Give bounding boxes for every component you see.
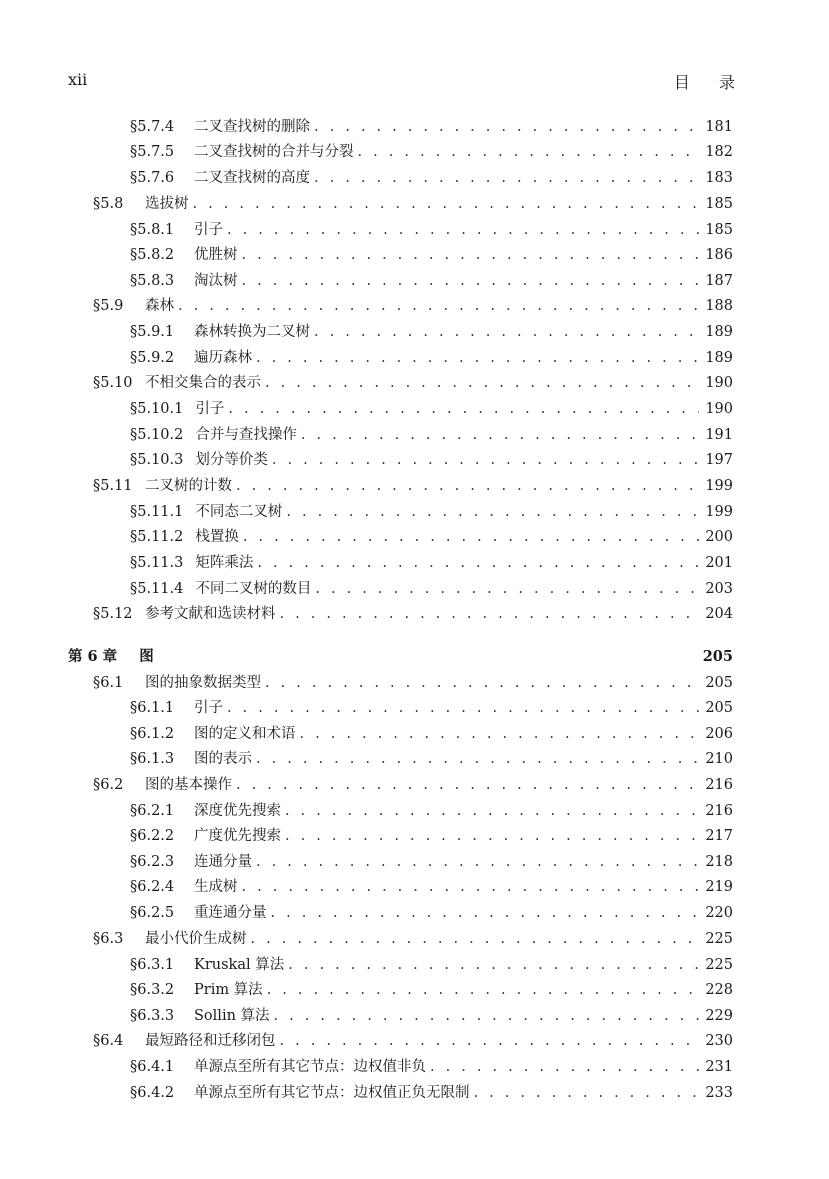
dot-leader <box>251 928 700 950</box>
entry-title: 二叉查找树的删除 <box>194 119 310 135</box>
entry-title: 二叉查找树的高度 <box>194 170 310 186</box>
dot-leader <box>267 979 699 1001</box>
section-entry[interactable] <box>93 1030 733 1052</box>
dot-leader <box>242 270 700 292</box>
running-title: 目 录 <box>673 73 747 92</box>
entry-number: §6.2.3 <box>130 854 175 870</box>
entry-title: 单源点至所有其它节点：边权值正负无限制 <box>194 1085 470 1101</box>
subsection-entry[interactable] <box>130 578 733 600</box>
dot-leader <box>265 372 699 394</box>
subsection-entry[interactable] <box>130 825 733 847</box>
entry-page-number: 204 <box>705 606 733 622</box>
subsection-entry[interactable] <box>130 244 733 266</box>
dot-leader <box>300 723 700 745</box>
dot-leader <box>236 774 699 796</box>
subsection-entry[interactable] <box>130 321 733 343</box>
dot-leader <box>286 501 699 523</box>
entry-title: 最小代价生成树 <box>145 931 247 947</box>
subsection-entry[interactable] <box>130 876 733 898</box>
entry-title: 参考文献和选读材料 <box>145 606 276 622</box>
entry-title: 图的定义和术语 <box>194 726 296 742</box>
dot-leader <box>243 526 699 548</box>
entry-title: 引子 <box>195 401 225 417</box>
section-entry[interactable] <box>93 603 733 625</box>
entry-title: 选拔树 <box>145 196 189 212</box>
entry-number: §5.7.6 <box>130 170 175 186</box>
entry-title: 森林转换为二叉树 <box>194 324 310 340</box>
entry-title: 二叉树的计数 <box>145 478 232 494</box>
dot-leader <box>301 424 699 446</box>
subsection-entry[interactable] <box>130 1005 733 1027</box>
entry-page-number: 218 <box>705 854 733 870</box>
entry-number: §6.2.4 <box>130 879 175 895</box>
entry-number: §5.10 <box>93 375 133 391</box>
entry-page-number: 203 <box>705 581 733 597</box>
dot-leader <box>315 578 699 600</box>
entry-page-number: 225 <box>705 957 733 973</box>
entry-page-number: 181 <box>705 119 733 135</box>
entry-number: §5.10.2 <box>130 427 184 443</box>
entry-page-number: 225 <box>705 931 733 947</box>
entry-page-number: 205 <box>705 700 733 716</box>
entry-title: 合并与查找操作 <box>195 427 297 443</box>
subsection-entry[interactable] <box>130 851 733 873</box>
entry-title: 单源点至所有其它节点：边权值非负 <box>194 1059 426 1075</box>
entry-number: §5.7.4 <box>130 119 175 135</box>
dot-leader <box>242 244 700 266</box>
entry-number: §5.9.2 <box>130 350 175 366</box>
entry-page-number: 216 <box>705 777 733 793</box>
dot-leader <box>228 398 699 420</box>
entry-page-number: 210 <box>705 751 733 767</box>
dot-leader <box>285 800 699 822</box>
entry-page-number: 190 <box>705 401 733 417</box>
entry-page-number: 183 <box>705 170 733 186</box>
entry-page-number: 188 <box>705 298 733 314</box>
entry-number: §6.4 <box>93 1033 124 1049</box>
entry-title: 引子 <box>194 222 223 238</box>
entry-page-number: 233 <box>705 1085 733 1101</box>
entry-number: §6.2.5 <box>130 905 175 921</box>
dot-leader <box>280 603 700 625</box>
entry-title: 栈置换 <box>195 529 239 545</box>
entry-number: §6.4.1 <box>130 1059 175 1075</box>
subsection-entry[interactable] <box>130 902 733 924</box>
entry-page-number: 228 <box>705 982 733 998</box>
dot-leader <box>257 552 699 574</box>
section-entry[interactable] <box>93 475 733 497</box>
dot-leader <box>474 1082 700 1104</box>
entry-page-number: 205 <box>705 675 733 691</box>
subsection-entry[interactable] <box>130 501 733 523</box>
entry-title: 生成树 <box>194 879 238 895</box>
dot-leader <box>274 1005 699 1027</box>
entry-page-number: 205 <box>702 648 733 665</box>
dot-leader <box>272 449 699 471</box>
entry-title: 最短路径和迁移闭包 <box>145 1033 276 1049</box>
subsection-entry[interactable] <box>130 141 733 163</box>
subsection-entry[interactable] <box>130 398 733 420</box>
entry-title: 图的基本操作 <box>145 777 232 793</box>
entry-page-number: 190 <box>705 375 733 391</box>
subsection-entry[interactable] <box>130 748 733 770</box>
dot-leader <box>271 902 700 924</box>
entry-number: §5.8.1 <box>130 222 175 238</box>
subsection-entry[interactable] <box>130 954 733 976</box>
dot-leader <box>256 347 699 369</box>
dot-leader <box>314 321 699 343</box>
entry-number: §5.10.3 <box>130 452 184 468</box>
entry-title: 重连通分量 <box>194 905 267 921</box>
entry-page-number: 219 <box>705 879 733 895</box>
dot-leader <box>358 141 700 163</box>
entry-page-number: 189 <box>705 324 733 340</box>
entry-number: §5.8 <box>93 196 124 212</box>
dot-leader <box>288 954 699 976</box>
entry-number: §5.10.1 <box>130 401 184 417</box>
entry-page-number: 201 <box>705 555 733 571</box>
entry-number: §6.2 <box>93 777 124 793</box>
entry-page-number: 185 <box>705 196 733 212</box>
entry-number: §6.3.1 <box>130 957 175 973</box>
entry-title: 连通分量 <box>194 854 252 870</box>
entry-title: Kruskal 算法 <box>194 957 285 973</box>
section-entry[interactable] <box>93 372 733 394</box>
dot-leader <box>236 475 699 497</box>
subsection-entry[interactable] <box>130 979 733 1001</box>
entry-page-number: 200 <box>705 529 733 545</box>
entry-page-number: 216 <box>705 803 733 819</box>
entry-number: §5.8.3 <box>130 273 175 289</box>
page-header <box>68 70 747 94</box>
dot-leader <box>227 697 699 719</box>
subsection-entry[interactable] <box>130 449 733 471</box>
entry-number: §5.11.3 <box>130 555 184 571</box>
section-entry[interactable] <box>93 928 733 950</box>
entry-title: 划分等价类 <box>195 452 268 468</box>
entry-number: §6.2.2 <box>130 828 175 844</box>
entry-page-number: 187 <box>705 273 733 289</box>
entry-number: §5.8.2 <box>130 247 175 263</box>
dot-leader <box>285 825 699 847</box>
entry-number: §5.11.2 <box>130 529 184 545</box>
entry-number: §6.1 <box>93 675 124 691</box>
entry-number: §6.2.1 <box>130 803 175 819</box>
entry-title: 遍历森林 <box>194 350 252 366</box>
entry-title: 图的抽象数据类型 <box>145 675 261 691</box>
entry-page-number: 230 <box>705 1033 733 1049</box>
entry-page-number: 217 <box>705 828 733 844</box>
entry-number: §6.4.2 <box>130 1085 175 1101</box>
subsection-entry[interactable] <box>130 1056 733 1078</box>
subsection-entry[interactable] <box>130 167 733 189</box>
entry-title: 淘汰树 <box>194 273 238 289</box>
dot-leader <box>280 1030 700 1052</box>
entry-number: §5.12 <box>93 606 133 622</box>
subsection-entry[interactable] <box>130 723 733 745</box>
entry-page-number: 220 <box>705 905 733 921</box>
entry-page-number: 182 <box>705 144 733 160</box>
entry-page-number: 186 <box>705 247 733 263</box>
entry-page-number: 191 <box>705 427 733 443</box>
dot-leader <box>242 876 700 898</box>
entry-number: §6.3.2 <box>130 982 175 998</box>
entry-title: 不同二叉树的数目 <box>195 581 312 597</box>
entry-number: §6.1.2 <box>130 726 175 742</box>
entry-number: §6.1.1 <box>130 700 175 716</box>
subsection-entry[interactable] <box>130 270 733 292</box>
entry-number: §5.11.4 <box>130 581 184 597</box>
dot-leader <box>178 295 699 317</box>
dot-leader <box>314 167 699 189</box>
entry-title: 图 <box>139 648 154 665</box>
entry-page-number: 199 <box>705 478 733 494</box>
entry-page-number: 185 <box>705 222 733 238</box>
entry-number: §5.11.1 <box>130 504 184 520</box>
entry-number: §6.3 <box>93 931 124 947</box>
entry-number: §6.1.3 <box>130 751 175 767</box>
dot-leader <box>256 851 699 873</box>
entry-page-number: 229 <box>705 1008 733 1024</box>
section-entry[interactable] <box>93 295 733 317</box>
entry-title: Prim 算法 <box>194 982 263 998</box>
entry-title: 矩阵乘法 <box>195 555 254 571</box>
entry-number: §6.3.3 <box>130 1008 175 1024</box>
entry-number: 第 6 章 <box>68 648 118 665</box>
entry-page-number: 206 <box>705 726 733 742</box>
subsection-entry[interactable] <box>130 116 733 138</box>
entry-title: Sollin 算法 <box>194 1008 270 1024</box>
page-number: xii <box>68 70 88 89</box>
entry-title: 深度优先搜索 <box>194 803 281 819</box>
entry-page-number: 189 <box>705 350 733 366</box>
dot-leader <box>193 193 700 215</box>
dot-leader <box>314 116 699 138</box>
subsection-entry[interactable] <box>130 697 733 719</box>
subsection-entry[interactable] <box>130 1082 733 1104</box>
entry-title: 二叉查找树的合并与分裂 <box>194 144 354 160</box>
entry-number: §5.11 <box>93 478 133 494</box>
subsection-entry[interactable] <box>130 526 733 548</box>
entry-page-number: 199 <box>705 504 733 520</box>
entry-title: 图的表示 <box>194 751 252 767</box>
entry-title: 广度优先搜索 <box>194 828 281 844</box>
subsection-entry[interactable] <box>130 347 733 369</box>
subsection-entry[interactable] <box>130 552 733 574</box>
entry-title: 不同态二叉树 <box>195 504 283 520</box>
dot-leader <box>430 1056 699 1078</box>
chapter-entry[interactable] <box>68 646 733 668</box>
section-entry[interactable] <box>93 193 733 215</box>
entry-number: §5.7.5 <box>130 144 175 160</box>
entry-title: 森林 <box>145 298 174 314</box>
subsection-entry[interactable] <box>130 219 733 241</box>
dot-leader <box>265 672 699 694</box>
subsection-entry[interactable] <box>130 424 733 446</box>
section-entry[interactable] <box>93 774 733 796</box>
entry-number: §5.9 <box>93 298 124 314</box>
entry-page-number: 231 <box>705 1059 733 1075</box>
subsection-entry[interactable] <box>130 800 733 822</box>
entry-title: 优胜树 <box>194 247 238 263</box>
entry-page-number: 197 <box>705 452 733 468</box>
dot-leader <box>227 219 699 241</box>
dot-leader <box>256 748 699 770</box>
entry-title: 引子 <box>194 700 223 716</box>
section-entry[interactable] <box>93 672 733 694</box>
entry-title: 不相交集合的表示 <box>145 375 261 391</box>
entry-number: §5.9.1 <box>130 324 175 340</box>
